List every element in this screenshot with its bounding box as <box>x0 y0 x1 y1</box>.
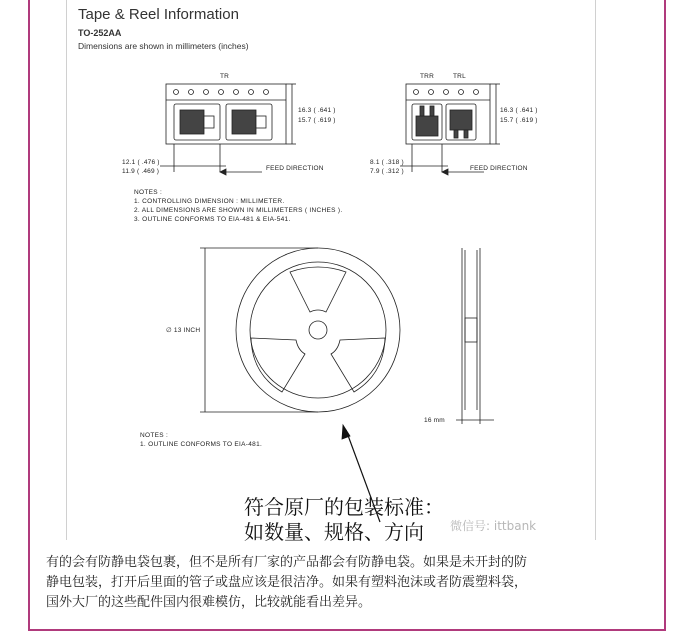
package-name: TO-252AA <box>78 28 122 38</box>
wechat-watermark: 微信号: ittbank <box>450 519 537 533</box>
tape-label-trl: TRL <box>453 73 466 80</box>
reel-inner <box>250 262 386 398</box>
callout-text <box>244 495 444 545</box>
tape-pitch-max-right: 8.1 ( .318 ) <box>370 159 404 166</box>
reel-hub <box>309 321 327 339</box>
paragraph-line: 国外大厂的这些配件国内很难模仿，比较就能看出差异。 <box>46 595 372 610</box>
paragraph-line: 有的会有防静电袋包裹，但不是所有厂家的产品都会有防静电袋。如果是未开封的防 <box>46 555 528 570</box>
component-left-2 <box>232 110 256 134</box>
datasheet-title: Tape & Reel Information <box>78 6 239 23</box>
notes2-title: NOTES : <box>140 432 169 439</box>
reel-window-left <box>251 338 305 392</box>
diameter-icon: ∅ <box>166 327 172 334</box>
note-line: 1. CONTROLLING DIMENSION : MILLIMETER. <box>134 198 285 205</box>
notes2-block <box>140 431 262 449</box>
sprocket-holes-left <box>174 90 269 95</box>
callout-line-1: 符合原厂的包装标准： <box>244 495 444 519</box>
tape-width-max-left: 16.3 ( .641 ) <box>298 107 336 114</box>
tape-label-tr: TR <box>220 73 230 80</box>
units-note: Dimensions are shown in millimeters (inches) <box>78 41 249 51</box>
tape-pitch-min-left: 11.9 ( .469 ) <box>122 168 160 175</box>
reel-diameter-label: 13 INCH <box>173 327 201 334</box>
paragraph-line: 静电包装，打开后里面的管子或盘应该是很洁净。如果有塑料泡沫或者防震塑料袋， <box>46 575 528 590</box>
feed-direction-left: FEED DIRECTION <box>266 165 324 172</box>
reel-width-label: 16 mm <box>424 417 445 424</box>
note-line: 3. OUTLINE CONFORMS TO EIA-481 & EIA-541. <box>134 216 291 223</box>
tape-width-min-right: 15.7 ( .619 ) <box>500 117 538 124</box>
callout-line-2: 如数量、规格、方向 <box>244 520 424 544</box>
tape-width-max-right: 16.3 ( .641 ) <box>500 107 538 114</box>
tape-width-min-left: 15.7 ( .619 ) <box>298 117 336 124</box>
body-paragraph <box>46 553 656 613</box>
notes-block <box>134 188 342 224</box>
sprocket-holes-right <box>414 90 479 95</box>
reel-outer <box>236 248 400 412</box>
tape-label-trr: TRR <box>420 73 434 80</box>
reel-window-top <box>290 267 346 312</box>
feed-direction-right: FEED DIRECTION <box>470 165 528 172</box>
note-line: 2. ALL DIMENSIONS ARE SHOWN IN MILLIMETERS ( INCHES ). <box>134 207 343 214</box>
tape-pitch-min-right: 7.9 ( .312 ) <box>370 168 404 175</box>
note2-line: 1. OUTLINE CONFORMS TO EIA-481. <box>140 441 263 448</box>
notes-title: NOTES : <box>134 189 163 196</box>
component-left-1 <box>180 110 204 134</box>
reel-window-right <box>331 338 385 392</box>
tape-pitch-max-left: 12.1 ( .476 ) <box>122 159 160 166</box>
